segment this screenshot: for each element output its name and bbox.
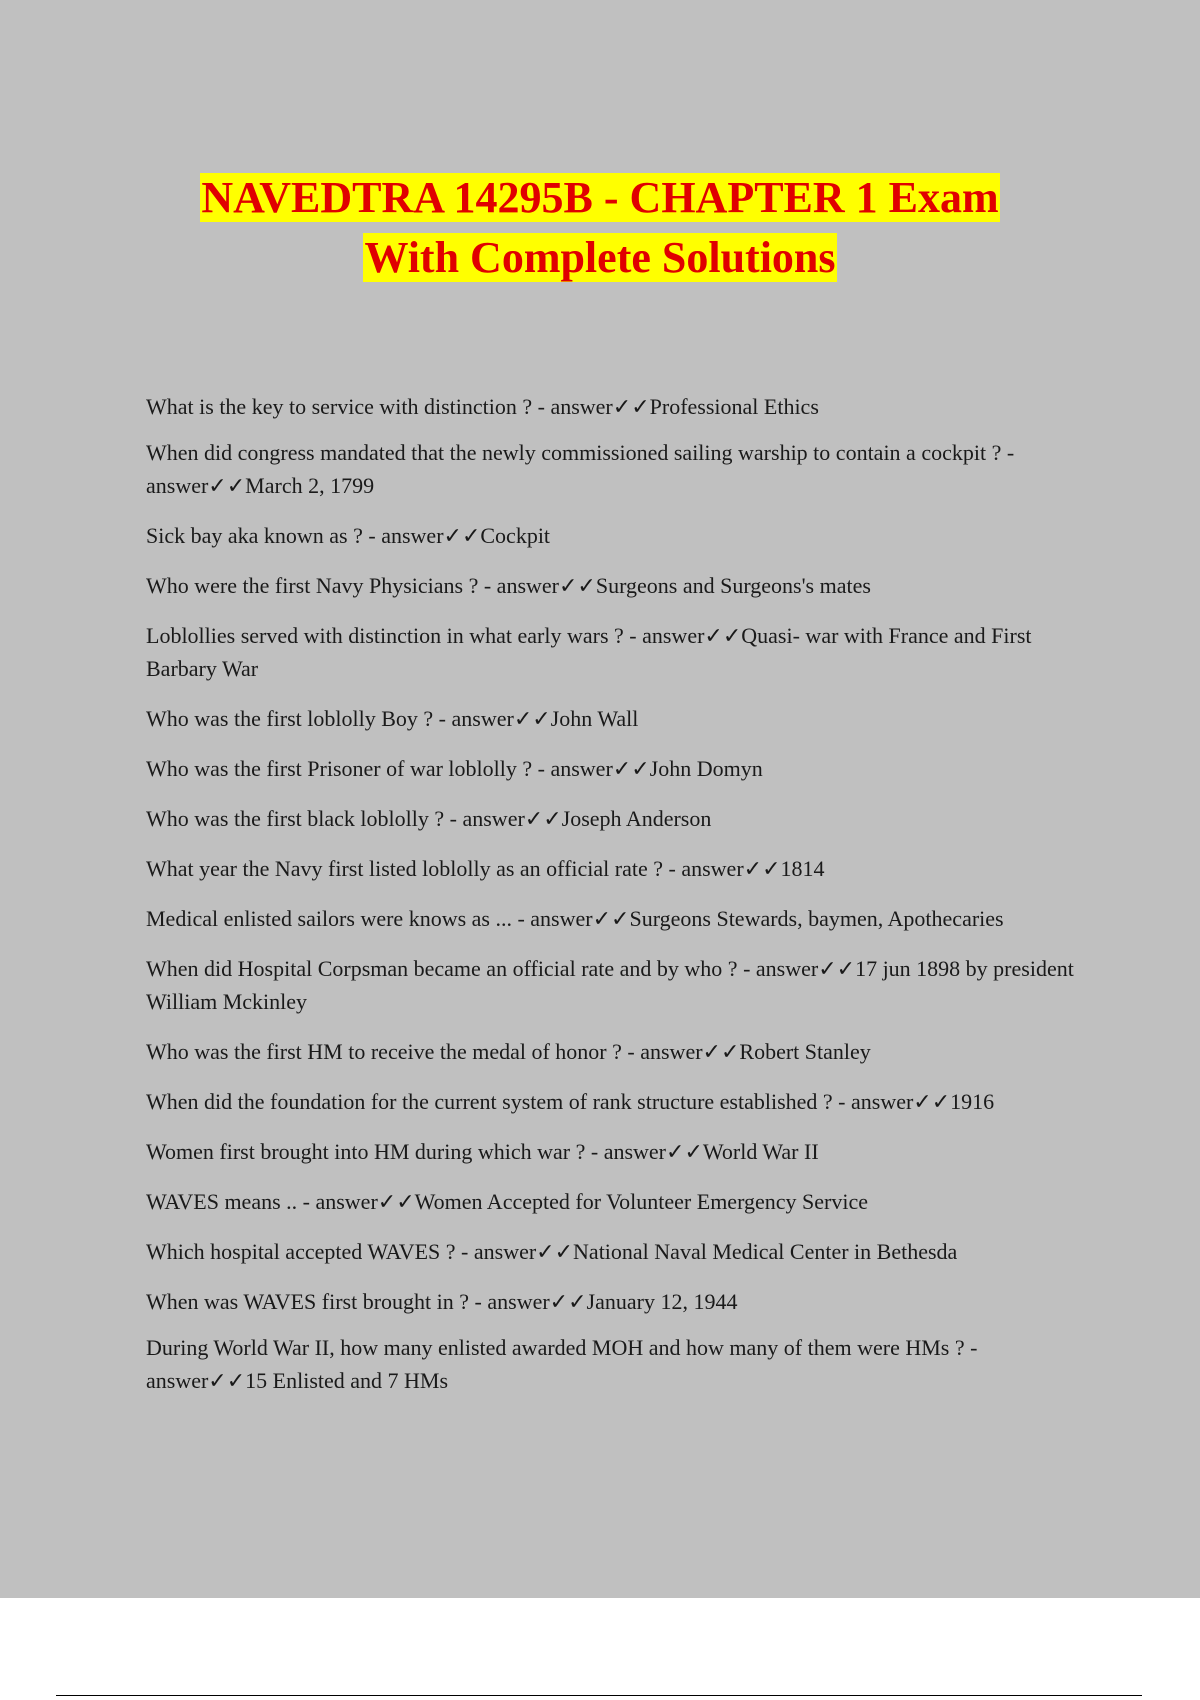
qa-item: When was WAVES first brought in ? - answer✓✓January 12, 1944 — [146, 1289, 738, 1314]
qa-item: Who were the first Navy Physicians ? - answer✓✓Surgeons and Surgeons's mates — [146, 573, 871, 598]
document-title — [0, 168, 1200, 288]
qa-item: During World War II, how many enlisted awarded MOH and how many of them were HMs ? - answer✓✓15 Enlisted and 7 HMs — [146, 1335, 978, 1393]
qa-item: Who was the first Prisoner of war loblolly ? - answer✓✓John Domyn — [146, 756, 763, 781]
footer-divider — [56, 1695, 1142, 1696]
qa-item: WAVES means .. - answer✓✓Women Accepted for Volunteer Emergency Service — [146, 1189, 868, 1214]
qa-item: Sick bay aka known as ? - answer✓✓Cockpit — [146, 523, 551, 548]
question-answer-list — [146, 390, 1096, 1414]
qa-item: Women first brought into HM during which war ? - answer✓✓World War II — [146, 1139, 819, 1164]
qa-item: When did Hospital Corpsman became an official rate and by who ? - answer✓✓17 jun 1898 by president William Mckinley — [146, 956, 1074, 1014]
qa-item: Medical enlisted sailors were knows as ... - answer✓✓Surgeons Stewards, baymen, Apothecaries — [146, 906, 1004, 931]
qa-item: Who was the first HM to receive the medal of honor ? - answer✓✓Robert Stanley — [146, 1039, 871, 1064]
qa-item: Which hospital accepted WAVES ? - answer✓✓National Naval Medical Center in Bethesda — [146, 1239, 958, 1264]
qa-item: Loblollies served with distinction in what early wars ? - answer✓✓Quasi- war with France and First Barbary War — [146, 623, 1032, 681]
qa-item: When did the foundation for the current system of rank structure established ? - answer✓✓1916 — [146, 1089, 995, 1114]
title-line-2-text: With Complete Solutions — [364, 233, 836, 282]
title-line-1-text: NAVEDTRA 14295B - CHAPTER 1 Exam — [201, 173, 999, 222]
qa-item: Who was the first loblolly Boy ? - answer✓✓John Wall — [146, 706, 639, 731]
qa-item: What year the Navy first listed loblolly as an official rate ? - answer✓✓1814 — [146, 856, 825, 881]
title-line-1 — [0, 168, 1200, 228]
qa-item: Who was the first black loblolly ? - answer✓✓Joseph Anderson — [146, 806, 712, 831]
title-line-2 — [0, 228, 1200, 288]
qa-item: What is the key to service with distinction ? - answer✓✓Professional Ethics — [146, 394, 819, 419]
qa-item: When did congress mandated that the newly commissioned sailing warship to contain a cockpit ? - answer✓✓March 2, 1799 — [146, 440, 1015, 498]
